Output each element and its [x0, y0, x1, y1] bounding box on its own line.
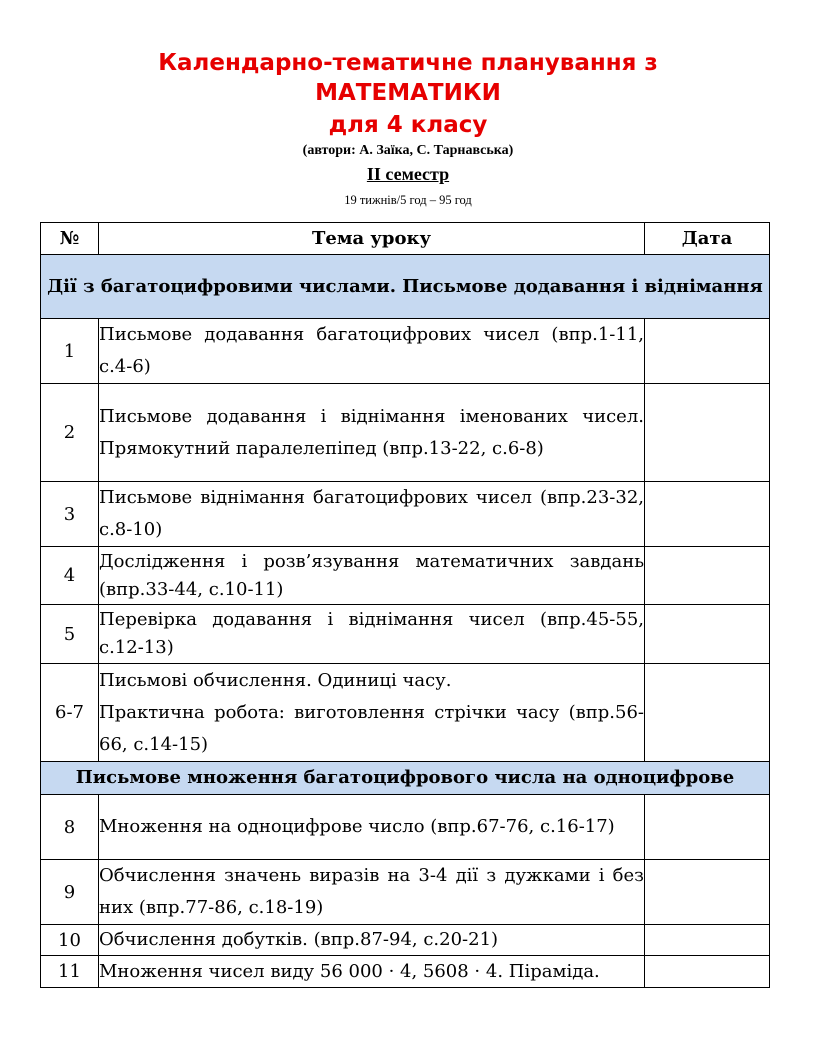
section-row [41, 255, 770, 319]
lesson-date[interactable] [645, 956, 770, 988]
table-row [41, 319, 770, 384]
lesson-topic-line: Практична робота: виготовлення стрічки часу (впр.56-66, с.14-15) [99, 701, 644, 755]
lesson-number: 2 [41, 384, 99, 482]
table-row [41, 925, 770, 956]
table-row [41, 860, 770, 925]
lesson-topic: Обчислення значень виразів на 3-4 дії з дужками і без них (впр.77-86, с.18-19) [99, 860, 645, 925]
lesson-plan-table [40, 222, 770, 988]
title-line-3: для 4 класу [328, 112, 488, 138]
table-header-row [41, 223, 770, 255]
lesson-number: 4 [41, 547, 99, 605]
lesson-topic: Письмове додавання багатоцифрових чисел (впр.1-11, с.4-6) [99, 319, 645, 384]
lesson-topic: Письмове віднімання багатоцифрових чисел (впр.23-32, с.8-10) [99, 482, 645, 547]
lesson-topic: Множення на одноцифрове число (впр.67-76, с.16-17) [99, 795, 645, 860]
table-row [41, 605, 770, 664]
lesson-number: 3 [41, 482, 99, 547]
table-row [41, 956, 770, 988]
lesson-topic: Множення чисел виду 56 000 · 4, 5608 · 4. Піраміда. [99, 956, 645, 988]
section-title: Дії з багатоцифровими числами. Письмове додавання і віднімання [41, 255, 770, 319]
lesson-topic [99, 664, 645, 762]
hours-summary: 19 тижнів/5 год – 95 год [344, 193, 472, 207]
table-row [41, 795, 770, 860]
title-line-2: МАТЕМАТИКИ [315, 80, 501, 106]
lesson-number: 9 [41, 860, 99, 925]
authors: (автори: А. Заїка, С. Тарнавська) [302, 143, 514, 158]
lesson-date[interactable] [645, 795, 770, 860]
lesson-date[interactable] [645, 384, 770, 482]
lesson-date[interactable] [645, 319, 770, 384]
lesson-date[interactable] [645, 482, 770, 547]
section-title: Письмове множення багатоцифрового числа на одноцифрове [41, 762, 770, 795]
lesson-topic: Обчислення добутків. (впр.87-94, с.20-21) [99, 925, 645, 956]
lesson-number: 10 [41, 925, 99, 956]
lesson-topic-line: Письмові обчислення. Одиниці часу. [99, 669, 452, 691]
semester-label: ІІ семестр [366, 164, 450, 184]
lesson-date[interactable] [645, 547, 770, 605]
lesson-topic: Перевірка додавання і віднімання чисел (впр.45-55, с.12-13) [99, 605, 645, 664]
lesson-topic: Письмове додавання і віднімання іменованих чисел. Прямокутний паралелепіпед (впр.13-22, с.6-8) [99, 384, 645, 482]
lesson-topic: Дослідження і розв’язування математичних завдань (впр.33-44, с.10-11) [99, 547, 645, 605]
column-header-number: № [41, 223, 99, 255]
lesson-number: 6-7 [41, 664, 99, 762]
lesson-number: 11 [41, 956, 99, 988]
lesson-date[interactable] [645, 664, 770, 762]
lesson-date[interactable] [645, 860, 770, 925]
table-row [41, 547, 770, 605]
column-header-topic: Тема уроку [99, 223, 645, 255]
lesson-number: 1 [41, 319, 99, 384]
lesson-date[interactable] [645, 925, 770, 956]
column-header-date: Дата [645, 223, 770, 255]
table-row [41, 664, 770, 762]
lesson-number: 8 [41, 795, 99, 860]
semester-heading [0, 164, 816, 185]
table-row [41, 482, 770, 547]
lesson-date[interactable] [645, 605, 770, 664]
title-line-1: Календарно-тематичне планування з [158, 50, 658, 76]
section-row [41, 762, 770, 795]
table-row [41, 384, 770, 482]
lesson-number: 5 [41, 605, 99, 664]
